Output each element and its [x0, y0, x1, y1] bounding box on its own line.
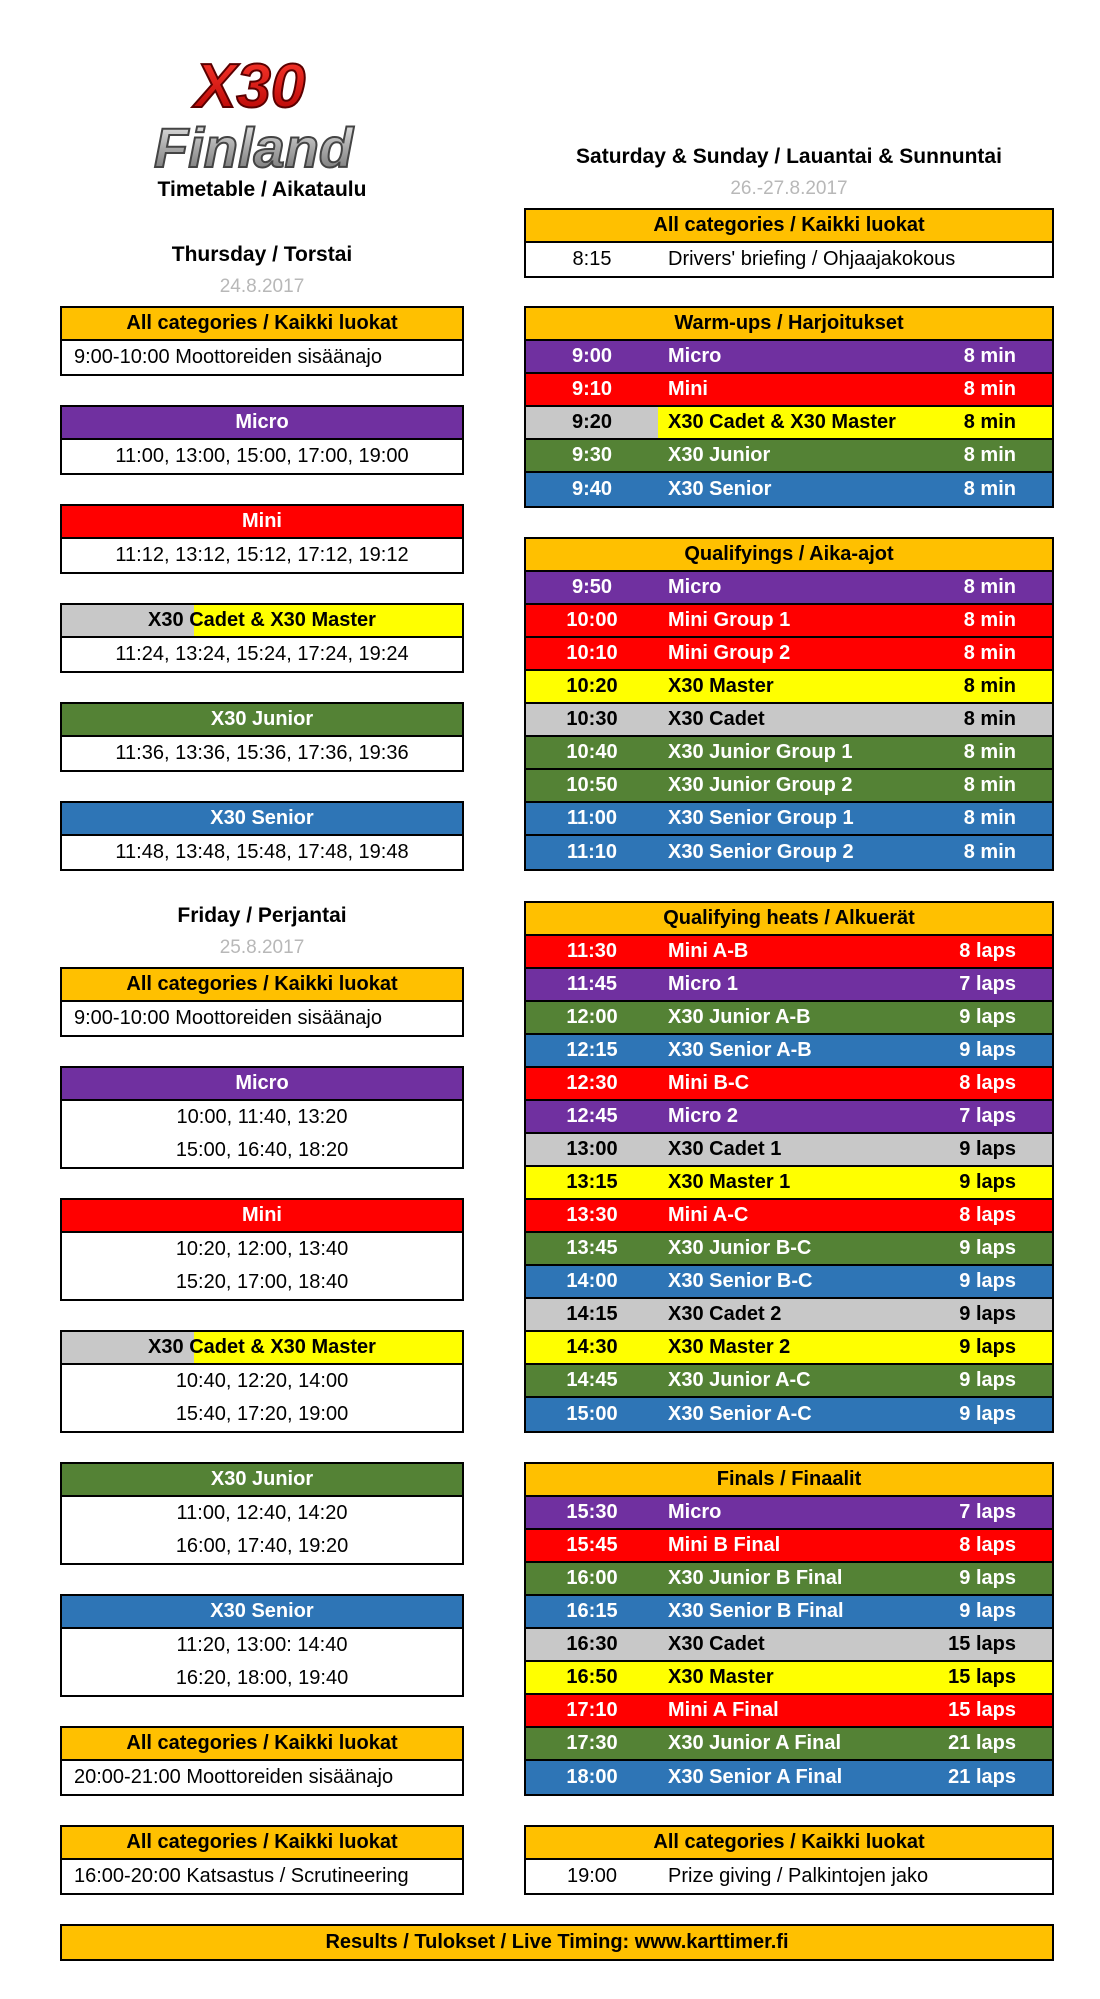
qualifying-length: 8 min [963, 807, 1016, 829]
qualifying-table [524, 537, 1054, 871]
heats-time: 12:00 [566, 1006, 618, 1028]
qualifying-row [526, 770, 1052, 803]
qualifying-rows [526, 572, 1052, 869]
friday-cadet-master-times-1: 10:40, 12:20, 14:00 [62, 1365, 462, 1398]
finals-time: 16:30 [566, 1633, 618, 1655]
warmups-rows [526, 341, 1052, 506]
thursday-mini-table [60, 504, 464, 574]
qualifying-row [526, 572, 1052, 605]
qualifying-row [526, 737, 1052, 770]
qualifying-length: 8 min [963, 774, 1016, 796]
friday-senior-times-2: 16:20, 18:00, 19:40 [62, 1662, 462, 1695]
friday-scrutineering-header: All categories / Kaikki luokat [62, 1827, 462, 1860]
qualifying-time: 9:50 [571, 576, 613, 598]
finals-header: Finals / Finaalit [526, 1464, 1052, 1497]
heats-name: X30 Junior A-C [668, 1369, 811, 1391]
prize-text: Prize giving / Palkintojen jako [668, 1865, 929, 1887]
finals-time: 18:00 [566, 1766, 618, 1788]
heats-length: 9 laps [959, 1336, 1016, 1358]
heats-length: 8 laps [959, 1072, 1016, 1094]
friday-engine-text: 20:00-21:00 Moottoreiden sisäänajo [62, 1761, 462, 1794]
heats-length: 9 laps [959, 1039, 1016, 1061]
heats-name: X30 Master 1 [668, 1171, 791, 1193]
warmups-time: 9:20 [526, 407, 658, 438]
qualifying-time: 11:10 [566, 841, 618, 863]
heats-name: X30 Senior A-B [668, 1039, 812, 1061]
friday-cadet-master-table [60, 1330, 464, 1433]
heats-row [526, 1266, 1052, 1299]
warmups-row [526, 374, 1052, 407]
qualifying-time: 10:30 [566, 708, 618, 730]
heats-length: 9 laps [959, 1171, 1016, 1193]
qualifying-header: Qualifyings / Aika-ajot [526, 539, 1052, 572]
friday-date: 25.8.2017 [219, 937, 305, 958]
finals-row [526, 1761, 1052, 1794]
finals-time: 16:00 [566, 1567, 618, 1589]
qualifying-name: Mini Group 1 [668, 609, 791, 631]
finals-name: X30 Cadet [668, 1633, 765, 1655]
heats-header: Qualifying heats / Alkuerät [526, 903, 1052, 936]
warmups-name: X30 Senior [668, 478, 772, 500]
finals-time: 17:10 [566, 1699, 618, 1721]
heats-name: X30 Senior A-C [668, 1403, 812, 1425]
timetable-title: Timetable / Aikataulu [157, 178, 367, 201]
thursday-title: Thursday / Torstai [171, 243, 353, 266]
thursday-cadet-master-times: 11:24, 13:24, 15:24, 17:24, 19:24 [62, 638, 462, 671]
heats-row [526, 1068, 1052, 1101]
friday-engine-table [60, 1726, 464, 1796]
heats-time: 13:00 [566, 1138, 618, 1160]
heats-name: X30 Junior A-B [668, 1006, 811, 1028]
finals-length: 15 laps [948, 1666, 1016, 1688]
qualifying-length: 8 min [963, 675, 1016, 697]
heats-row [526, 1299, 1052, 1332]
heats-row [526, 1167, 1052, 1200]
heats-length: 9 laps [959, 1237, 1016, 1259]
heats-row [526, 1365, 1052, 1398]
qualifying-name: X30 Cadet [668, 708, 765, 730]
briefing-time: 8:15 [572, 248, 612, 270]
thursday-date: 24.8.2017 [219, 276, 305, 297]
warmups-name: X30 Cadet & X30 Master [658, 407, 942, 438]
finals-name: X30 Senior B Final [668, 1600, 844, 1622]
friday-mini-table [60, 1198, 464, 1301]
heats-name: Micro 2 [668, 1105, 739, 1127]
friday-title: Friday / Perjantai [177, 904, 347, 927]
thursday-cadet-master-header: X30 Cadet & X30 Master [62, 605, 462, 638]
friday-junior-table [60, 1462, 464, 1565]
heats-length: 8 laps [959, 940, 1016, 962]
qualifying-time: 10:00 [566, 609, 618, 631]
warmups-name: Mini [668, 378, 708, 400]
qualifying-name: X30 Senior Group 1 [668, 807, 854, 829]
friday-junior-times-1: 11:00, 12:40, 14:20 [62, 1497, 462, 1530]
finals-name: X30 Master [668, 1666, 774, 1688]
heats-row [526, 1233, 1052, 1266]
warmups-time: 9:10 [571, 378, 613, 400]
heats-row [526, 1332, 1052, 1365]
thursday-all-text: 9:00-10:00 Moottoreiden sisäänajo [62, 341, 462, 374]
finals-name: X30 Junior A Final [668, 1732, 841, 1754]
thursday-junior-times: 11:36, 13:36, 15:36, 17:36, 19:36 [62, 737, 462, 770]
heats-name: Mini A-C [668, 1204, 749, 1226]
heats-name: X30 Master 2 [668, 1336, 791, 1358]
thursday-all-header: All categories / Kaikki luokat [62, 308, 462, 341]
finals-row [526, 1629, 1052, 1662]
heats-table [524, 901, 1054, 1433]
warmups-name: X30 Junior [668, 444, 771, 466]
x30-finland-logo [140, 45, 400, 180]
friday-engine-header: All categories / Kaikki luokat [62, 1728, 462, 1761]
finals-time: 15:45 [566, 1534, 618, 1556]
heats-length: 8 laps [959, 1204, 1016, 1226]
warmups-name: Micro [668, 345, 722, 367]
heats-name: Micro 1 [668, 973, 739, 995]
heats-length: 9 laps [959, 1369, 1016, 1391]
prize-header: All categories / Kaikki luokat [526, 1827, 1052, 1860]
heats-time: 14:00 [566, 1270, 618, 1292]
qualifying-time: 10:20 [566, 675, 618, 697]
heats-time: 13:15 [566, 1171, 618, 1193]
finals-row [526, 1596, 1052, 1629]
heats-length: 9 laps [959, 1006, 1016, 1028]
heats-name: Mini A-B [668, 940, 749, 962]
thursday-junior-table [60, 702, 464, 772]
finals-length: 9 laps [959, 1567, 1016, 1589]
briefing-text: Drivers' briefing / Ohjaajakokous [668, 248, 956, 270]
friday-micro-header: Micro [62, 1068, 462, 1101]
warmups-row [526, 473, 1052, 506]
friday-all-text: 9:00-10:00 Moottoreiden sisäänajo [62, 1002, 462, 1035]
heats-time: 14:45 [566, 1369, 618, 1391]
heats-row [526, 1398, 1052, 1431]
qualifying-name: X30 Senior Group 2 [668, 841, 854, 863]
heats-time: 12:45 [566, 1105, 618, 1127]
heats-time: 13:45 [566, 1237, 618, 1259]
finals-length: 8 laps [959, 1534, 1016, 1556]
svg-text:Finland: Finland [154, 116, 354, 179]
qualifying-row [526, 638, 1052, 671]
heats-rows [526, 936, 1052, 1431]
prize-time: 19:00 [566, 1865, 618, 1887]
finals-length: 15 laps [948, 1699, 1016, 1721]
results-banner [60, 1924, 1054, 1961]
finals-row [526, 1662, 1052, 1695]
finals-row [526, 1728, 1052, 1761]
finals-row [526, 1563, 1052, 1596]
friday-scrutineering-text: 16:00-20:00 Katsastus / Scrutineering [62, 1860, 462, 1893]
heats-row [526, 1035, 1052, 1068]
heats-length: 9 laps [959, 1138, 1016, 1160]
qualifying-name: X30 Master [668, 675, 774, 697]
finals-length: 15 laps [948, 1633, 1016, 1655]
heats-time: 13:30 [566, 1204, 618, 1226]
heats-length: 7 laps [959, 973, 1016, 995]
warmups-length: 8 min [963, 444, 1016, 466]
finals-name: Mini B Final [668, 1534, 781, 1556]
friday-junior-header: X30 Junior [62, 1464, 462, 1497]
friday-mini-times-2: 15:20, 17:00, 18:40 [62, 1266, 462, 1299]
heats-length: 9 laps [959, 1303, 1016, 1325]
thursday-mini-times: 11:12, 13:12, 15:12, 17:12, 19:12 [62, 539, 462, 572]
weekend-date: 26.-27.8.2017 [730, 178, 848, 199]
warmups-header: Warm-ups / Harjoitukset [526, 308, 1052, 341]
finals-time: 17:30 [566, 1732, 618, 1754]
warmups-row [526, 440, 1052, 473]
qualifying-length: 8 min [963, 609, 1016, 631]
warmups-length: 8 min [963, 378, 1016, 400]
finals-length: 21 laps [948, 1732, 1016, 1754]
finals-table [524, 1462, 1054, 1796]
qualifying-time: 10:50 [566, 774, 618, 796]
friday-senior-times-1: 11:20, 13:00: 14:40 [62, 1629, 462, 1662]
finals-time: 15:30 [566, 1501, 618, 1523]
thursday-micro-table [60, 405, 464, 475]
friday-micro-table [60, 1066, 464, 1169]
heats-row [526, 1101, 1052, 1134]
qualifying-time: 10:40 [566, 741, 618, 763]
qualifying-row [526, 704, 1052, 737]
thursday-mini-header: Mini [62, 506, 462, 539]
thursday-cadet-master-table [60, 603, 464, 673]
heats-row [526, 936, 1052, 969]
qualifying-row [526, 803, 1052, 836]
friday-scrutineering-table [60, 1825, 464, 1895]
warmups-length: 8 min [963, 478, 1016, 500]
finals-name: Mini A Final [668, 1699, 779, 1721]
thursday-senior-times: 11:48, 13:48, 15:48, 17:48, 19:48 [62, 836, 462, 869]
friday-senior-table [60, 1594, 464, 1697]
warmups-row [526, 407, 1052, 440]
qualifying-row [526, 836, 1052, 869]
qualifying-row [526, 605, 1052, 638]
finals-name: Micro [668, 1501, 722, 1523]
finals-row [526, 1497, 1052, 1530]
warmups-time: 9:30 [571, 444, 613, 466]
heats-name: X30 Cadet 1 [668, 1138, 782, 1160]
briefing-header: All categories / Kaikki luokat [526, 210, 1052, 243]
heats-name: X30 Senior B-C [668, 1270, 813, 1292]
heats-row [526, 1134, 1052, 1167]
heats-time: 14:15 [566, 1303, 618, 1325]
prize-row [526, 1860, 1052, 1893]
heats-time: 12:30 [566, 1072, 618, 1094]
friday-all-header: All categories / Kaikki luokat [62, 969, 462, 1002]
warmups-time: 9:00 [571, 345, 613, 367]
prize-table [524, 1825, 1054, 1895]
qualifying-name: Micro [668, 576, 722, 598]
svg-text:X30: X30 [195, 52, 306, 121]
warmups-row [526, 341, 1052, 374]
qualifying-length: 8 min [963, 708, 1016, 730]
heats-time: 15:00 [566, 1403, 618, 1425]
briefing-row [526, 243, 1052, 276]
warmups-length: 8 min [963, 345, 1016, 367]
thursday-junior-header: X30 Junior [62, 704, 462, 737]
weekend-title: Saturday & Sunday / Lauantai & Sunnuntai [576, 145, 1002, 168]
heats-row [526, 1200, 1052, 1233]
friday-micro-times-1: 10:00, 11:40, 13:20 [62, 1101, 462, 1134]
thursday-senior-header: X30 Senior [62, 803, 462, 836]
qualifying-name: X30 Junior Group 2 [668, 774, 853, 796]
weekend-briefing-table [524, 208, 1054, 278]
finals-name: X30 Senior A Final [668, 1766, 843, 1788]
thursday-all-table [60, 306, 464, 376]
qualifying-time: 11:00 [566, 807, 618, 829]
finals-length: 21 laps [948, 1766, 1016, 1788]
finals-length: 9 laps [959, 1600, 1016, 1622]
qualifying-length: 8 min [963, 741, 1016, 763]
friday-micro-times-2: 15:00, 16:40, 18:20 [62, 1134, 462, 1167]
finals-name: X30 Junior B Final [668, 1567, 843, 1589]
qualifying-name: Mini Group 2 [668, 642, 791, 664]
friday-mini-times-1: 10:20, 12:00, 13:40 [62, 1233, 462, 1266]
heats-name: X30 Cadet 2 [668, 1303, 782, 1325]
thursday-senior-table [60, 801, 464, 871]
friday-cadet-master-times-2: 15:40, 17:20, 19:00 [62, 1398, 462, 1431]
heats-row [526, 969, 1052, 1002]
finals-rows [526, 1497, 1052, 1794]
warmups-table [524, 306, 1054, 508]
qualifying-length: 8 min [963, 642, 1016, 664]
thursday-micro-header: Micro [62, 407, 462, 440]
warmups-length: 8 min [942, 407, 1052, 438]
heats-length: 9 laps [959, 1403, 1016, 1425]
heats-length: 9 laps [959, 1270, 1016, 1292]
friday-cadet-master-header: X30 Cadet & X30 Master [62, 1332, 462, 1365]
finals-length: 7 laps [959, 1501, 1016, 1523]
finals-row [526, 1530, 1052, 1563]
friday-mini-header: Mini [62, 1200, 462, 1233]
thursday-micro-times: 11:00, 13:00, 15:00, 17:00, 19:00 [62, 440, 462, 473]
heats-time: 11:30 [566, 940, 618, 962]
heats-time: 12:15 [566, 1039, 618, 1061]
heats-name: X30 Junior B-C [668, 1237, 812, 1259]
finals-time: 16:50 [566, 1666, 618, 1688]
qualifying-length: 8 min [963, 841, 1016, 863]
friday-all-table [60, 967, 464, 1037]
friday-junior-times-2: 16:00, 17:40, 19:20 [62, 1530, 462, 1563]
heats-time: 11:45 [566, 973, 618, 995]
results-text: Results / Tulokset / Live Timing: www.karttimer.fi [62, 1926, 1052, 1959]
warmups-time: 9:40 [571, 478, 613, 500]
heats-row [526, 1002, 1052, 1035]
qualifying-length: 8 min [963, 576, 1016, 598]
friday-senior-header: X30 Senior [62, 1596, 462, 1629]
finals-row [526, 1695, 1052, 1728]
qualifying-row [526, 671, 1052, 704]
qualifying-name: X30 Junior Group 1 [668, 741, 853, 763]
heats-name: Mini B-C [668, 1072, 750, 1094]
heats-time: 14:30 [566, 1336, 618, 1358]
heats-length: 7 laps [959, 1105, 1016, 1127]
qualifying-time: 10:10 [566, 642, 618, 664]
finals-time: 16:15 [566, 1600, 618, 1622]
